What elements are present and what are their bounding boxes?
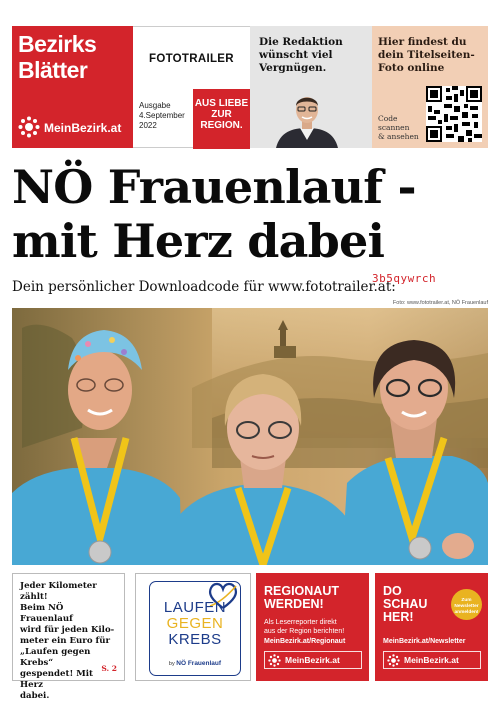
- newsletter-link[interactable]: MeinBezirk.at/Newsletter: [383, 638, 466, 645]
- brand-name-line2: Blätter: [18, 57, 88, 83]
- sun-logo-icon: [387, 654, 400, 667]
- footer-teasers: [12, 573, 488, 701]
- headline: NÖ Frauenlauf - mit Herz dabei: [12, 160, 416, 268]
- brand-site-link[interactable]: MeinBezirk.at: [44, 121, 122, 135]
- logo-word-3: KREBS: [168, 631, 222, 648]
- promo-title: DO SCHAU HER!: [383, 584, 428, 624]
- photo-credit: Foto: www.fototrailer.at, NÖ Frauenlauf: [392, 300, 488, 306]
- logo-word-2: GEGEN: [166, 615, 224, 632]
- laufen-gegen-krebs-logo: [135, 573, 251, 681]
- article-teaser[interactable]: Jeder Kilometer zählt! Beim NÖ Frauenlauf wird für jeden Kilo- meter ein Euro für „Laufen gegen Krebs“ gespendet! Mit Herz dabei. S. 2: [12, 573, 125, 681]
- sun-logo-icon: [18, 116, 40, 138]
- download-code[interactable]: 3b5qywrch: [372, 272, 437, 285]
- download-code-label: Dein persönlicher Downloadcode für www.fototrailer.at:: [12, 279, 396, 295]
- slogan-box: AUS LIEBE ZUR REGION.: [193, 89, 250, 149]
- product-title: FOTOTRAILER: [149, 53, 234, 65]
- regionaut-link[interactable]: MeinBezirk.at/Regionaut: [264, 638, 346, 645]
- meinbezirk-logo: MeinBezirk.at: [264, 651, 362, 669]
- newsletter-badge[interactable]: Zum Newsletter anmelden!: [451, 589, 482, 620]
- brand-block: [12, 26, 133, 148]
- promo-body: Als Leserreporter direkt aus der Region berichten!: [264, 619, 345, 635]
- brand-name-line1: Bezirks: [18, 31, 97, 57]
- editorial-greeting: Die Redaktion wünscht viel Vergnügen.: [259, 36, 343, 74]
- regionaut-promo[interactable]: [256, 573, 369, 681]
- qr-code-icon[interactable]: [426, 86, 482, 142]
- page-reference: S. 2: [101, 664, 117, 673]
- promo-title: REGIONAUT WERDEN!: [264, 584, 339, 611]
- masthead: [12, 26, 488, 148]
- meinbezirk-logo: MeinBezirk.at: [383, 651, 481, 669]
- logo-frame: [149, 581, 241, 676]
- cover-photo: [12, 308, 488, 565]
- cover-photo-info: Hier findest du dein Titelseiten- Foto online: [378, 36, 475, 74]
- sun-logo-icon: [268, 654, 281, 667]
- logo-byline: by NÖ Frauenlauf: [168, 660, 222, 667]
- editorial-block: [250, 26, 372, 148]
- product-block: [133, 26, 250, 148]
- logo-word-1: LAUFEN: [163, 599, 227, 616]
- qr-hint: Code scannen & ansehen: [378, 114, 419, 141]
- issue-info: Ausgabe 4.September 2022: [139, 101, 185, 130]
- editor-portrait: [272, 86, 342, 148]
- newsletter-promo[interactable]: [375, 573, 488, 681]
- cover-photo-info-block: [372, 26, 488, 148]
